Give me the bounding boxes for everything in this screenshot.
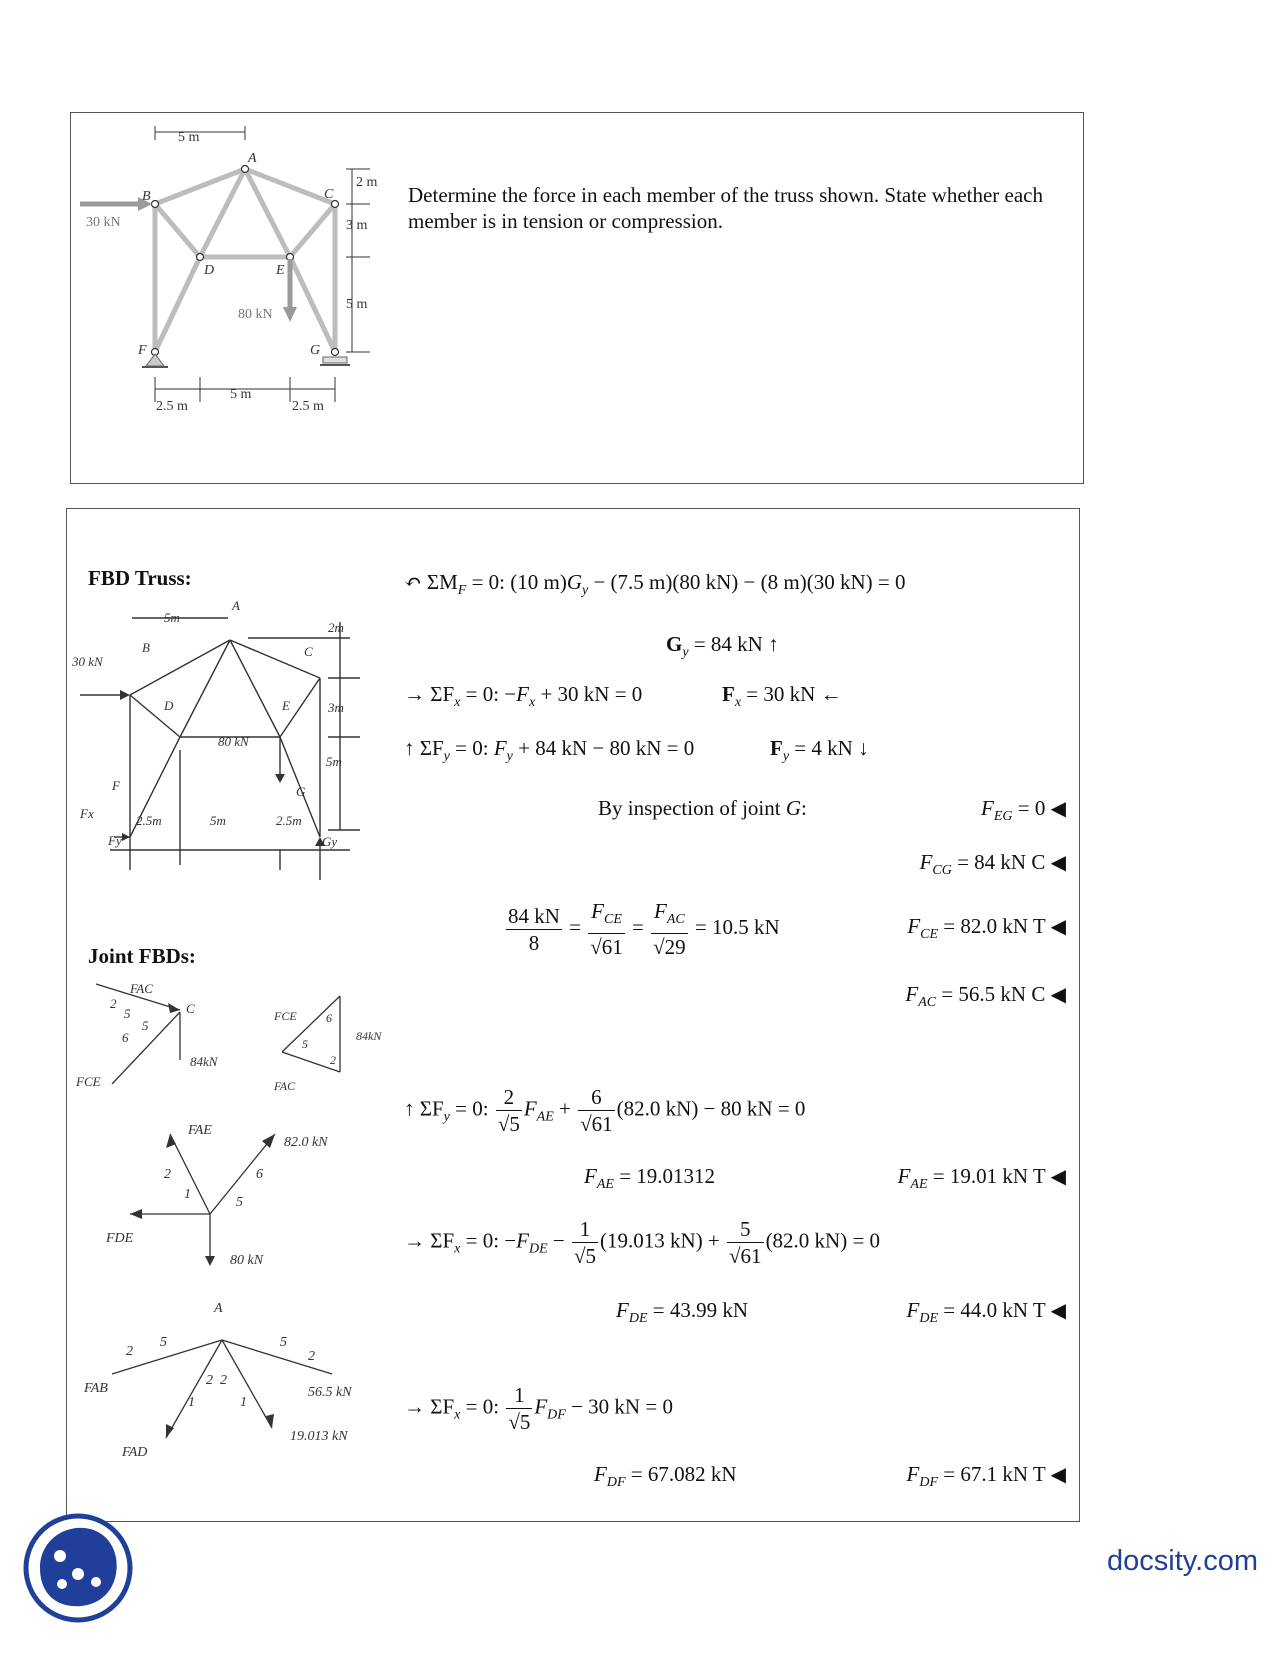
joint-e-82kn: 82.0 kN [284,1135,328,1150]
dim-right-bottom-label: 2.5 m [292,399,324,414]
fde-calc: $F_{DE} = 43.99$ kN [616,1298,749,1327]
right-arrow-icon: → [404,682,425,706]
node-label-f: F [138,343,147,358]
result-marker-icon: ◀ [1050,916,1066,938]
joint-a-two-a: 2 [206,1373,213,1388]
sum-fx-equation: → $\Sigma F_x = 0$: $-F_x + 30$ kN = 0 [404,682,643,711]
problem-statement: Determine the force in each member of the truss shown. State whether each member is in tension or compression. [408,183,1044,233]
docsity-brand-link[interactable]: docsity.com [1107,1545,1258,1577]
ratio-frac-2: $\frac{F_{CE}}{√61}$ [590,899,623,960]
joint-c-r5: 5 [124,1006,131,1021]
left-arrow-icon: ← [820,682,842,706]
moment-equation: ↶ $\Sigma M_F = 0$: (10 $m)G_y - (7.5$ m)(80 kN) − (8 m)(30 kN) = 0 [404,570,906,599]
moment-arrow-icon: ↶ [404,570,422,594]
joint-e-fde: FDE [106,1231,134,1246]
gy-result: $G_y = 84$ kN ↑ [666,632,779,661]
node-label-a: A [248,151,257,166]
fx-result: $F_x = 30$ kN ← [722,682,842,711]
joint-c-sketch [72,980,242,1100]
up-arrow-icon: ↑ [768,632,779,656]
joint-e-two: 2 [164,1167,171,1182]
fcg-result: $F_{CG} = 84$ kN C ◀ [919,850,1066,879]
sketch-g: G [296,784,306,799]
node-label-g: G [310,343,321,358]
joint-c-r2: 2 [110,996,117,1011]
joint-a-one-a: 1 [188,1395,195,1410]
right-arrow-icon: → [404,1394,425,1419]
joint-a-five-right: 5 [280,1335,287,1350]
sketch-gy: Gy [322,834,338,849]
result-marker-icon: ◀ [1050,1464,1066,1486]
joint-c-label: C [186,1001,195,1016]
result-marker-icon: ◀ [1050,1166,1066,1188]
fce-result: $F_{CE} = 82.0$ kN T ◀ [907,914,1066,943]
sketch-5m-right: 5m [326,754,342,769]
sketch-80kn: 80 kN [218,734,249,749]
dim-left-bottom-label: 2.5 m [156,399,188,414]
node-label-d: D [204,263,215,278]
sum-fy-joint-e-equation: ↑ $\Sigma F_y = 0$: $\frac{2}{√5}$ $F_{AE}$ + $\frac{6}{√61}$ (82.0 kN) − 80 kN = 0 [404,1085,806,1136]
fbd-truss-sketch [70,600,390,900]
joint-a-fab: FAB [84,1381,108,1396]
sketch-d: D [164,698,174,713]
node-label-e: E [276,263,285,278]
sketch-a: A [232,600,240,613]
sketch-fx: Fx [80,806,94,821]
load-30kn-label: 30 kN [86,215,121,230]
sketch-3m: 3m [328,700,344,715]
down-arrow-icon: ↓ [858,736,869,760]
right-arrow-icon: → [404,1228,425,1253]
load-80kn-label: 80 kN [238,307,273,322]
sketch-c: C [304,644,313,659]
fbd-truss-heading: FBD Truss: [88,566,192,590]
tri-five: 5 [302,1037,308,1051]
node-label-b: B [142,189,151,204]
joint-a-label: A [214,1301,223,1316]
force-triangle-sketch [270,990,420,1100]
joint-e-80kn: 80 kN [230,1253,264,1268]
joint-a-two-left: 2 [126,1344,133,1359]
node-label-c: C [324,187,334,202]
result-marker-icon: ◀ [1050,984,1066,1006]
joint-e-one: 1 [184,1187,191,1202]
fae-calc: $F_{AE} = 19.01312$ [584,1164,716,1193]
joint-a-fad: FAD [122,1445,148,1460]
result-marker-icon: ◀ [1050,798,1066,820]
sketch-5m-top: 5m [164,610,180,625]
tri-fce: FCE [274,1009,297,1023]
dim-mid-bottom-label: 5 m [230,387,252,402]
sketch-2m: 2m [328,620,344,635]
fdf-calc: $F_{DF} = 67.082$ kN [594,1462,737,1491]
sketch-b: B [142,640,150,655]
joint-a-two-b: 2 [220,1373,227,1388]
tri-fac: FAC [274,1079,296,1093]
joint-c-r5b: 5 [142,1018,149,1033]
joint-e-fae: FAE [188,1123,212,1138]
result-marker-icon: ◀ [1050,852,1066,874]
sketch-b5-mid: 5m [210,813,226,828]
sketch-b25-left: 2.5m [136,813,162,828]
joint-e-five: 5 [236,1195,243,1210]
sum-fx-joint-d-equation: → $\Sigma F_x = 0$: $\frac{1}{√5}$ $F_{DF} - 30$ kN = 0 [404,1383,673,1434]
dim-5m-right-label: 5 m [346,297,368,312]
joint-a-sketch [72,1288,392,1468]
joint-c-load: 84kN [190,1054,218,1069]
feg-result: $F_{EG} = 0$ ◀ [981,796,1066,825]
joint-a-19kn: 19.013 kN [290,1429,348,1444]
joint-c-r6: 6 [122,1030,129,1045]
sketch-e: E [282,698,290,713]
joint-a-two-right: 2 [308,1349,315,1364]
fac-result: $F_{AC} = 56.5$ kN C ◀ [905,982,1066,1011]
up-arrow-icon: ↑ [404,1096,415,1121]
joint-c-fce: FCE [76,1074,101,1089]
joint-e-sketch [100,1114,400,1274]
joint-e-six: 6 [256,1167,263,1182]
dim-2m-label: 2 m [356,175,378,190]
problem-truss-figure [70,112,410,442]
fdf-result: $F_{DF} = 67.1$ kN T ◀ [906,1462,1066,1491]
ratio-frac-3: $\frac{F_{AC}}{√29}$ [653,899,686,960]
tri-two: 2 [330,1053,336,1067]
sketch-f: F [112,778,120,793]
up-arrow-icon: ↑ [404,736,415,760]
fde-result: $F_{DE} = 44.0$ kN T ◀ [906,1298,1066,1327]
tri-six: 6 [326,1011,332,1025]
ratio-equation: $\frac{84 kN}{8}$ = $\frac{F_{CE}}{√61}$ = $\frac{F_{AC}}{√29}$ = 10.5 kN [508,899,780,960]
dim-top-label: 5 m [178,130,200,145]
dim-3m-label: 3 m [346,218,368,233]
docsity-logo-icon[interactable] [22,1512,134,1624]
sketch-30kn: 30 kN [72,654,103,669]
joint-a-five-left: 5 [160,1335,167,1350]
sketch-b25-right: 2.5m [276,813,302,828]
sum-fy-equation: ↑ $\Sigma F_y = 0$: $F_y + 84$ kN − 80 kN = 0 [404,736,695,765]
fy-result: $F_y = 4$ kN ↓ [770,736,869,765]
sum-fx-joint-e-equation: → $\Sigma F_x = 0$: $-F_{DE}$ − $\frac{1}{√5}$ (19.013 kN) + $\frac{5}{√61}$ (82.0 kN) = 0 [404,1217,881,1268]
joint-a-56kn: 56.5 kN [308,1385,352,1400]
fae-result: $F_{AE} = 19.01$ kN T ◀ [897,1164,1066,1193]
joint-fbds-heading: Joint FBDs: [88,944,196,968]
tri-load: 84kN [356,1029,382,1043]
joint-c-fac: FAC [130,981,153,996]
inspection-text: By inspection of joint G: [598,796,807,820]
result-marker-icon: ◀ [1050,1300,1066,1322]
joint-a-one-b: 1 [240,1395,247,1410]
ratio-frac-1: $\frac{84 kN}{8}$ [508,903,560,955]
sketch-fy: Fy [108,833,122,848]
